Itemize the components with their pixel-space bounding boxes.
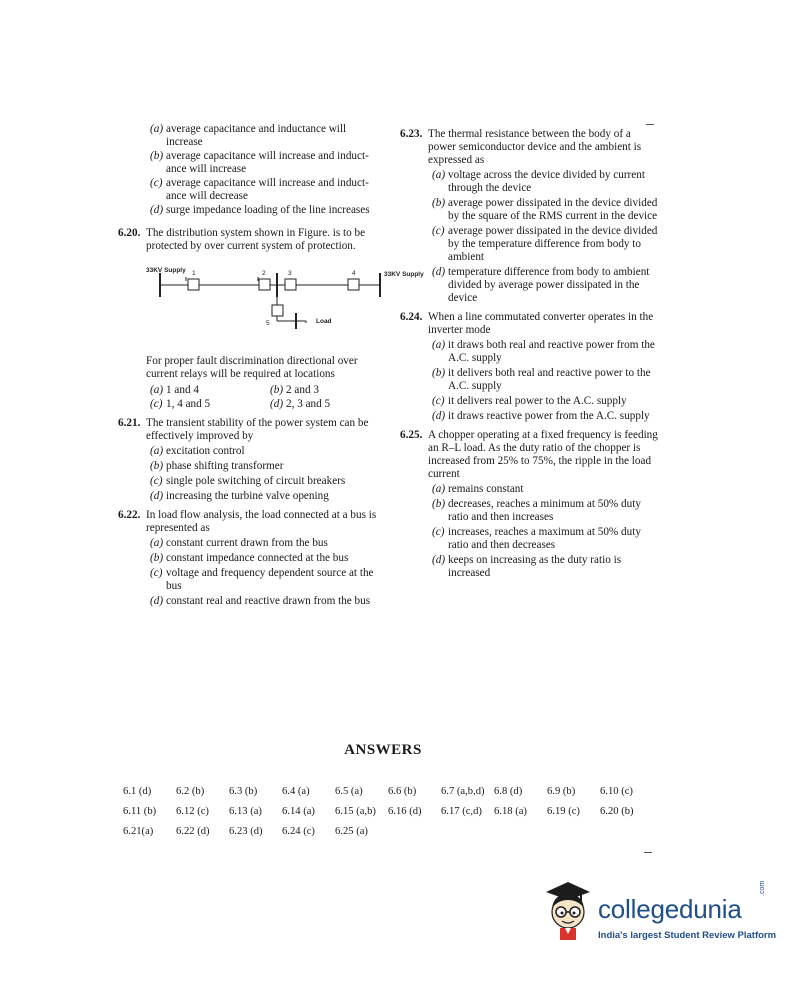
option: [266, 384, 380, 397]
option-label: (c): [150, 475, 163, 487]
question-text: The transient stability of the power system can be effectively improved by: [146, 417, 369, 442]
option: [428, 225, 658, 264]
answer-item: 6.17 (c,d): [441, 805, 482, 817]
option-text: it delivers real power to the A.C. supply: [448, 395, 627, 407]
option: [428, 498, 658, 524]
option-text: it draws both real and reactive power from the A.C. supply: [448, 339, 655, 364]
answer-item: 6.18 (a): [494, 805, 527, 817]
option: [428, 483, 658, 496]
answer-item: 6.20 (b): [600, 805, 634, 817]
option-label: (a): [150, 445, 164, 457]
option-text: constant current drawn from the bus: [166, 537, 328, 549]
option: [146, 475, 380, 488]
option-text: average capacitance will increase and induct-ance will decrease: [166, 177, 369, 202]
option-label: (d): [150, 490, 164, 502]
option-text: keeps on increasing as the duty ratio is increased: [448, 554, 622, 579]
answers-heading: ANSWERS: [344, 742, 422, 758]
option-label: (a): [150, 537, 164, 549]
option: [428, 410, 658, 423]
option-label: (d): [432, 554, 446, 566]
option-text: 1 and 4: [166, 384, 199, 396]
question-6-22: [118, 509, 380, 608]
question-number: 6.25.: [400, 429, 423, 441]
option-label: (a): [432, 339, 446, 351]
answer-item: 6.3 (b): [229, 785, 258, 797]
option: [146, 537, 380, 550]
option-text: average capacitance and inductance will increase: [166, 123, 347, 148]
option-text: decreases, reaches a minimum at 50% duty ratio and then increases: [448, 498, 641, 523]
option-label: (b): [432, 197, 446, 209]
question-text-continued: For proper fault discrimination directional over current relays will be required at locations: [146, 355, 358, 380]
option: [146, 204, 380, 217]
option: [146, 398, 260, 411]
relay-number-1: 1: [192, 270, 196, 277]
option-label: (b): [150, 150, 164, 162]
option-label: (d): [432, 410, 446, 422]
option: [428, 395, 658, 408]
option-label: (a): [150, 384, 164, 396]
option-text: increasing the turbine valve opening: [166, 490, 329, 502]
option-text: voltage and frequency dependent source at the bus: [166, 567, 374, 592]
answer-item: 6.14 (a): [282, 805, 315, 817]
option-text: temperature difference from body to ambient divided by average power dissipated in the device: [448, 266, 650, 304]
divider: [646, 124, 654, 125]
option-text: single pole switching of circuit breakers: [166, 475, 346, 487]
option-label: (a): [432, 483, 446, 495]
option: [266, 398, 380, 411]
right-column: [400, 128, 658, 586]
question-6-23: [400, 128, 658, 305]
brand-dotcom: .com: [759, 880, 766, 896]
question-6-21: [118, 417, 380, 503]
answer-item: 6.4 (a): [282, 785, 310, 797]
answer-item: 6.12 (c): [176, 805, 209, 817]
option-text: it draws reactive power from the A.C. supply: [448, 410, 650, 422]
answer-item: 6.19 (c): [547, 805, 580, 817]
q619-continued-options: [118, 123, 380, 217]
option-label: (b): [432, 367, 446, 379]
question-number: 6.22.: [118, 509, 141, 521]
option-label: (c): [432, 526, 445, 538]
question-number: 6.21.: [118, 417, 141, 429]
question-text: In load flow analysis, the load connected at a bus is represented as: [146, 509, 377, 534]
option-text: average capacitance will increase and induct-ance will increase: [166, 150, 369, 175]
question-6-24: [400, 311, 658, 423]
option-text: 1, 4 and 5: [166, 398, 211, 410]
answers-grid: [123, 781, 653, 841]
option-text: constant real and reactive drawn from the bus: [166, 595, 371, 607]
question-6-25: [400, 429, 658, 580]
option: [146, 567, 380, 593]
option-text: average power dissipated in the device divided by the temperature difference from body to ambient: [448, 225, 658, 263]
answer-item: 6.7 (a,b,d): [441, 785, 485, 797]
option-label: (c): [432, 395, 445, 407]
option-text: excitation control: [166, 445, 245, 457]
option-text: 2, 3 and 5: [286, 398, 331, 410]
option: [146, 384, 260, 397]
option: [146, 445, 380, 458]
answer-item: 6.5 (a): [335, 785, 363, 797]
answer-item: 6.15 (a,b): [335, 805, 376, 817]
option: [428, 367, 658, 393]
answer-item: 6.23 (d): [229, 825, 263, 837]
answer-item: 6.1 (d): [123, 785, 152, 797]
question-number: 6.23.: [400, 128, 423, 140]
option-label: (b): [150, 552, 164, 564]
option: [428, 526, 658, 552]
answer-item: 6.16 (d): [388, 805, 422, 817]
answer-item: 6.22 (d): [176, 825, 210, 837]
question-text: The thermal resistance between the body of a power semiconductor device and the ambient is expressed as: [428, 128, 642, 166]
mascot-icon: [538, 878, 594, 944]
option: [146, 552, 380, 565]
option-text: voltage across the device divided by current through the device: [448, 169, 645, 194]
question-text: The distribution system shown in Figure. is to be protected by over current system of protection.: [146, 227, 366, 252]
option: [146, 123, 380, 149]
answer-item: 6.25 (a): [335, 825, 368, 837]
option-label: (a): [432, 169, 446, 181]
answer-item: 6.11 (b): [123, 805, 157, 817]
left-supply-label: 33KV Supply: [146, 267, 186, 274]
answer-item: 6.21(a): [123, 825, 154, 837]
answer-item: 6.8 (d): [494, 785, 523, 797]
load-label: Load: [316, 318, 332, 325]
option-label: (a): [150, 123, 164, 135]
option-label: (d): [150, 595, 164, 607]
question-number: 6.24.: [400, 311, 423, 323]
question-text: A chopper operating at a fixed frequency is feeding an R–L load. As the duty ratio of the chopper is increased from 25% to 75%, the ripple in the load current: [428, 429, 658, 480]
answers-row: [123, 801, 653, 821]
option-text: remains constant: [448, 483, 524, 495]
option-text: phase shifting transformer: [166, 460, 284, 472]
option-text: it delivers both real and reactive power to the A.C. supply: [448, 367, 651, 392]
question-number: 6.20.: [118, 227, 141, 239]
answer-item: 6.9 (b): [547, 785, 576, 797]
answer-item: 6.24 (c): [282, 825, 315, 837]
option-text: increases, reaches a maximum at 50% duty ratio and then decreases: [448, 526, 641, 551]
option-label: (b): [150, 460, 164, 472]
option: [428, 169, 658, 195]
collegedunia-logo: [538, 878, 778, 948]
answers-row: [123, 821, 653, 841]
answer-item: 6.2 (b): [176, 785, 205, 797]
option-label: (c): [432, 225, 445, 237]
relay-number-4: 4: [352, 270, 356, 277]
relay-number-3: 3: [288, 270, 292, 277]
option: [428, 554, 658, 580]
divider: [644, 852, 652, 853]
right-supply-label: 33KV Supply: [384, 271, 424, 278]
options-grid: [146, 383, 380, 411]
option-label: (d): [432, 266, 446, 278]
option-text: surge impedance loading of the line increases: [166, 204, 370, 216]
option: [428, 197, 658, 223]
option: [146, 150, 380, 176]
answer-item: 6.13 (a): [229, 805, 262, 817]
option-label: (d): [150, 204, 164, 216]
answer-item: 6.10 (c): [600, 785, 633, 797]
option: [146, 177, 380, 203]
option-label: (b): [270, 384, 284, 396]
option-label: (c): [150, 177, 163, 189]
brand-tagline: India's largest Student Review Platform: [598, 930, 777, 941]
relay-number-5: 5: [266, 320, 270, 327]
option-text: average power dissipated in the device divided by the square of the RMS current in the device: [448, 197, 658, 222]
answer-item: 6.6 (b): [388, 785, 417, 797]
question-text: When a line commutated converter operates in the inverter mode: [428, 311, 654, 336]
option-label: (d): [270, 398, 284, 410]
option-text: constant impedance connected at the bus: [166, 552, 349, 564]
option-label: (c): [150, 567, 163, 579]
answers-row: [123, 781, 653, 801]
relay-number-2: 2: [262, 270, 266, 277]
option-text: 2 and 3: [286, 384, 319, 396]
option-label: (c): [150, 398, 163, 410]
option: [146, 460, 380, 473]
option: [146, 490, 380, 503]
brand-name: collegedunia: [598, 894, 742, 924]
option: [146, 595, 380, 608]
option: [428, 339, 658, 365]
option: [428, 266, 658, 305]
option-label: (b): [432, 498, 446, 510]
